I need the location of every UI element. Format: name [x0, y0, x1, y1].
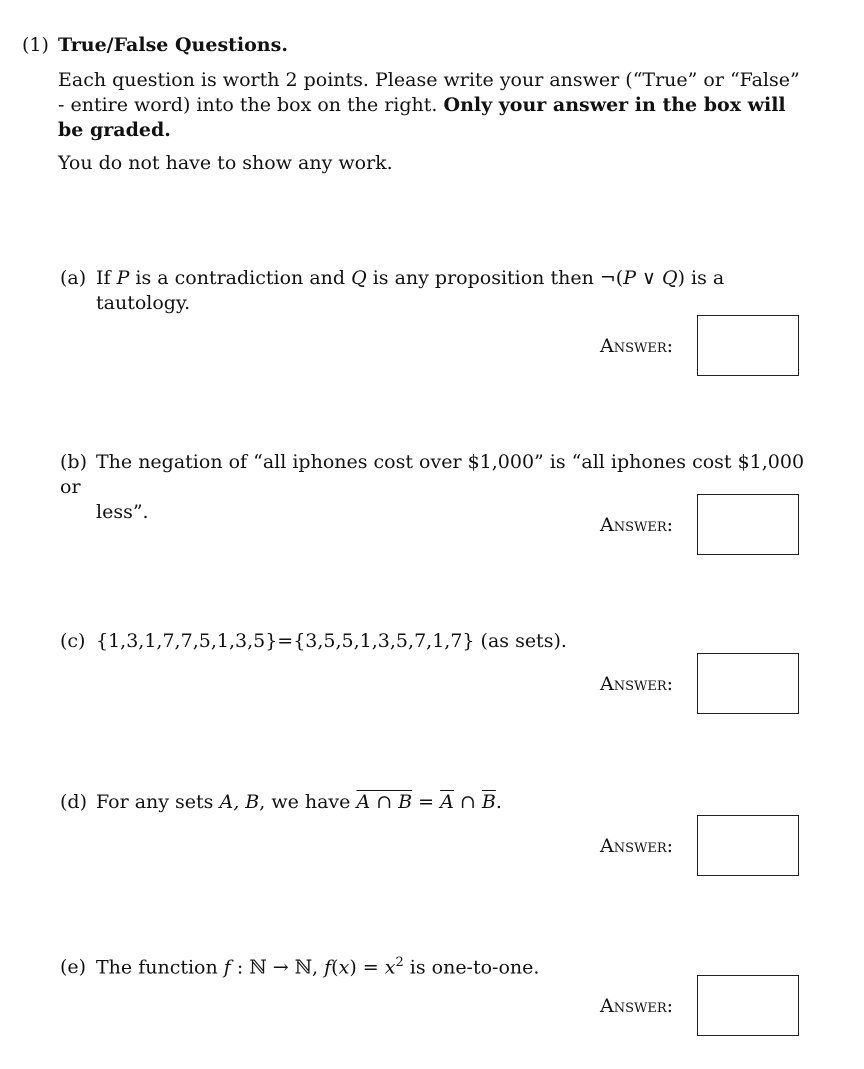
question-text: , we have	[259, 791, 357, 813]
question-label: (e)	[60, 956, 87, 979]
func-f: f	[223, 956, 231, 979]
section-number: (1)	[22, 34, 49, 56]
question-text: (	[331, 956, 339, 979]
question-text: ) is a	[677, 267, 725, 289]
instructions-text: Each question is worth 2 points. Please write your answer (“True” or “False” - entire word) into the box on the right.	[58, 69, 800, 116]
instructions-bold: Only your answer in the box will be graded.	[58, 94, 786, 141]
complement-a: $\overline{A}$	[440, 791, 454, 813]
instructions-note: You do not have to show any work.	[58, 152, 393, 174]
var-q: Q	[351, 267, 367, 289]
func-f: f	[324, 956, 332, 979]
question-text: .	[495, 791, 502, 813]
intersection-sign: ∩	[453, 791, 482, 813]
question-text: For any sets	[96, 791, 220, 813]
answer-box-a[interactable]	[697, 315, 799, 376]
question-label: (a)	[60, 267, 87, 289]
equals-sign: =	[412, 791, 441, 813]
question-text: is a contradiction and	[129, 267, 352, 289]
exponent: 2	[395, 955, 404, 970]
question-text: ) =	[349, 956, 385, 979]
question-text: The negation of “all iphones cost over $1,000” is “all iphones cost $1,000 or	[60, 451, 805, 498]
question-text: less”.	[96, 501, 149, 523]
question-c	[60, 629, 810, 654]
question-text: If	[96, 267, 117, 289]
answer-box-d[interactable]	[697, 815, 799, 876]
var-x: x	[338, 956, 350, 979]
var-q: Q	[661, 267, 678, 289]
question-text: ∨	[635, 267, 662, 289]
var-p: P	[623, 267, 636, 289]
answer-box-b[interactable]	[697, 494, 799, 555]
answer-box-c[interactable]	[697, 653, 799, 714]
question-label: (b)	[60, 451, 87, 473]
question-label: (c)	[60, 630, 86, 652]
answer-label-a: Answer:	[600, 335, 674, 357]
complement-b: $\overline{B}$	[481, 791, 496, 813]
var-p: P	[116, 267, 130, 289]
question-label: (d)	[60, 791, 87, 813]
complement-intersection: A ∩ B	[356, 791, 413, 813]
section-title: True/False Questions.	[58, 34, 288, 56]
answer-label-b: Answer:	[600, 514, 674, 536]
question-text: The function	[96, 956, 224, 979]
answer-label-e: Answer:	[600, 995, 674, 1017]
var-sets: A, B	[219, 791, 260, 813]
question-text: {1,3,1,7,7,5,1,3,5}={3,5,5,1,3,5,7,1,7} (as sets).	[96, 630, 567, 652]
question-text: is any proposition then ¬(	[366, 267, 624, 289]
question-a	[60, 266, 810, 316]
answer-box-e[interactable]	[697, 975, 799, 1036]
question-text: tautology.	[96, 292, 191, 314]
answer-label-c: Answer:	[600, 673, 674, 695]
question-d	[60, 790, 810, 815]
answer-label-d: Answer:	[600, 835, 674, 857]
instructions	[58, 68, 808, 143]
var-x: x	[384, 956, 396, 979]
question-text: : ℕ → ℕ,	[230, 956, 325, 979]
question-text: is one-to-one.	[403, 956, 540, 979]
